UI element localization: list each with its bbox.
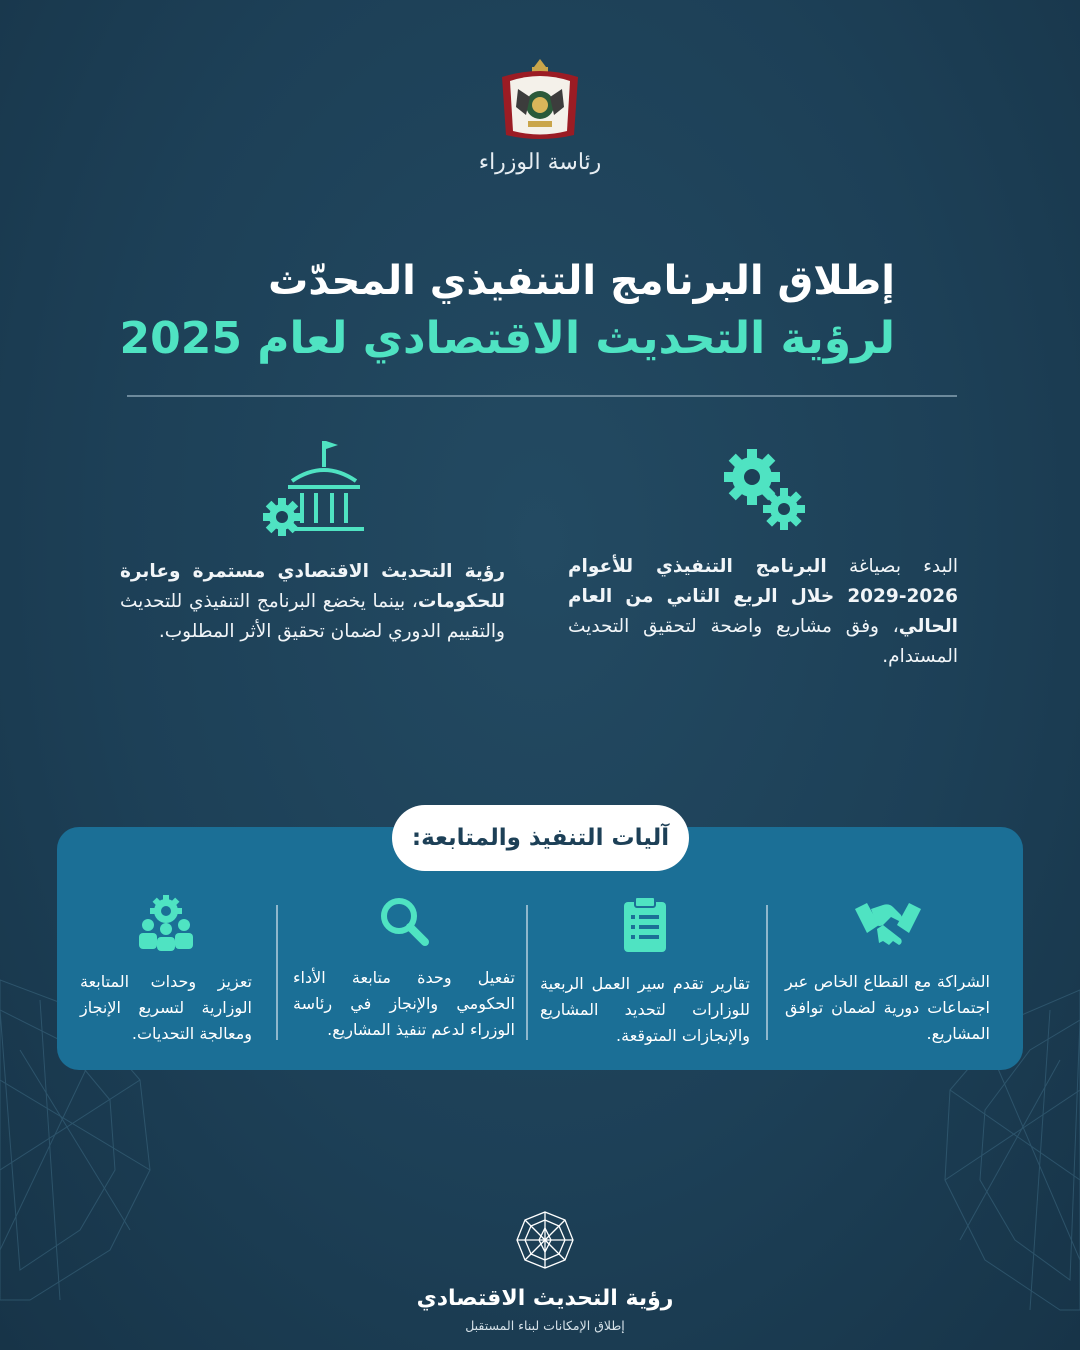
mechanisms-heading: آليات التنفيذ والمتابعة: bbox=[392, 805, 689, 871]
intro-left-bold: رؤية التحديث الاقتصادي مستمرة وعابرة للحكومات bbox=[120, 561, 505, 612]
intro-right-post: ، وفق مشاريع واضحة لتحقيق التحديث المستدام. bbox=[568, 616, 958, 667]
title-divider bbox=[127, 395, 957, 397]
footer-subtitle: إطلاق الإمكانات لبناء المستقبل bbox=[465, 1318, 625, 1333]
mechanism-item-partnership bbox=[785, 895, 990, 1047]
emblem-caption: رئاسة الوزراء bbox=[478, 150, 602, 175]
intro-right-text bbox=[568, 552, 958, 672]
page-subtitle: لرؤية التحديث الاقتصادي لعام 2025 bbox=[119, 313, 895, 364]
vision-logo-icon bbox=[515, 1210, 575, 1270]
gears-icon bbox=[718, 445, 810, 533]
column-separator bbox=[766, 905, 768, 1040]
intro-right-pre: البدء بصياغة bbox=[826, 556, 958, 577]
mechanism-item-reports bbox=[540, 895, 750, 1049]
intro-right-bold: البرنامج التنفيذي للأعوام 2026-2029 خلال الربع الثاني من العام الحالي bbox=[568, 556, 958, 637]
handshake-icon bbox=[853, 895, 923, 951]
column-separator bbox=[276, 905, 278, 1040]
team-gear-icon bbox=[136, 895, 196, 951]
column-separator bbox=[526, 905, 528, 1040]
mechanism-text: تعزيز وحدات المتابعة الوزارية لتسريع الإنجاز ومعالجة التحديات. bbox=[80, 972, 252, 1043]
mechanism-item-ministry-units bbox=[80, 895, 252, 1047]
intro-left-text bbox=[120, 557, 505, 647]
royal-emblem-icon bbox=[490, 55, 590, 145]
mechanism-item-monitoring-unit bbox=[293, 895, 515, 1043]
mechanism-text: تفعيل وحدة متابعة الأداء الحكومي والإنجاز في رئاسة الوزراء لدعم تنفيذ المشاريع. bbox=[293, 968, 515, 1039]
magnifier-icon bbox=[378, 895, 430, 947]
mechanism-text: تقارير تقدم سير العمل الربعية للوزارات لتحديد المشاريع والإنجازات المتوقعة. bbox=[540, 974, 750, 1045]
government-building-gear-icon bbox=[262, 437, 366, 539]
clipboard-list-icon bbox=[621, 895, 669, 953]
page-title: إطلاق البرنامج التنفيذي المحدّث bbox=[268, 258, 895, 304]
footer-title: رؤية التحديث الاقتصادي bbox=[416, 1286, 674, 1311]
mechanism-text: الشراكة مع القطاع الخاص عبر اجتماعات دورية لضمان توافق المشاريع. bbox=[785, 972, 990, 1043]
intro-left-post: ، بينما يخضع البرنامج التنفيذي للتحديث والتقييم الدوري لضمان تحقيق الأثر المطلوب. bbox=[120, 591, 505, 642]
